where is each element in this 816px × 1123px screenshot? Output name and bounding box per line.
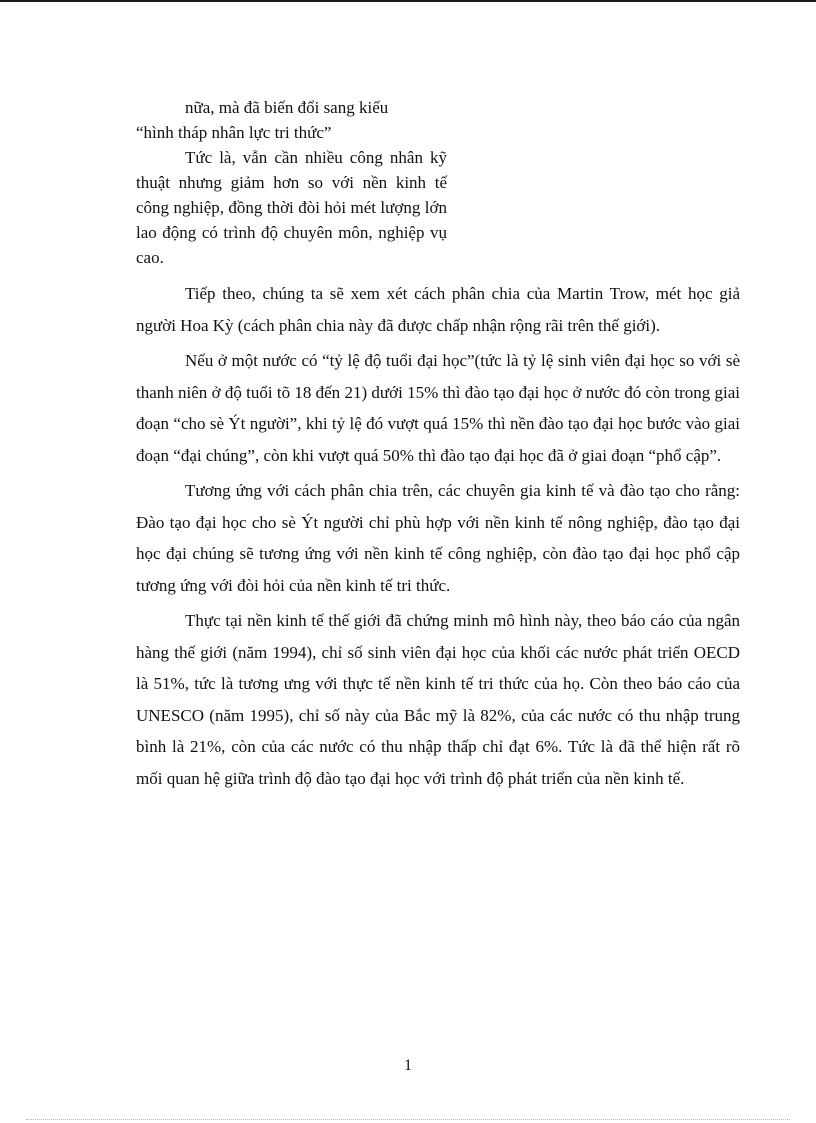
- paragraph-martin-trow: Tiếp theo, chúng ta sẽ xem xét cách phân chia của Martin Trow, mét học giả người Hoa Kỳ (cách phân chia này đã được chấp nhận rộng rãi trên thế giới).: [136, 284, 740, 335]
- narrow-text-column: [136, 95, 447, 270]
- paragraph-age-ratio: Nếu ở một nước có “tỷ lệ độ tuổi đại học”(tức là tỷ lệ sinh viên đại học so với sè thanh niên ở độ tuổi tõ 18 đến 21) dưới 15% thì đào tạo đại học ở nước đó còn trong giai đoạn “cho sè Ýt người”, khi tỷ lệ đó vượt quá 15% thì nền đào tạo đại học bước vào giai đoạn “đại chúng”, còn khi vượt quá 50% thì đào tạo đại học đã ở giai đoạn “phổ cập”.: [136, 351, 740, 465]
- bottom-dotted-line: [26, 1119, 790, 1120]
- top-border-line: [0, 0, 816, 2]
- main-body-text: [136, 278, 740, 798]
- page-number: 1: [404, 1057, 412, 1074]
- paragraph-expert-view: Tương ứng với cách phân chia trên, các chuyên gia kinh tế và đào tạo cho rằng: Đào tạo đại học cho sè Ýt người chỉ phù hợp với nền kinh tế nông nghiệp, đào tạo đại học đại chúng sẽ tương ứng với nền kinh tế công nghiệp, còn đào tạo đại học phổ cập tương ứng với đòi hỏi của nền kinh tế tri thức.: [136, 481, 740, 595]
- narrow-line-continuation: nữa, mà đã biến đổi sang kiểu: [185, 98, 389, 117]
- narrow-line-quote: “hình tháp nhân lực tri thức”: [136, 123, 332, 142]
- narrow-paragraph: Tức là, vẫn cần nhiều công nhân kỹ thuật nhưng giảm hơn so với nền kinh tế công nghiệp, đồng thời đòi hỏi mét lượng lớn lao động có trình độ chuyên môn, nghiệp vụ cao.: [136, 148, 447, 267]
- paragraph-world-economy: Thực tại nền kinh tế thế giới đã chứng minh mô hình này, theo báo cáo của ngân hàng thế giới (năm 1994), chỉ số sinh viên đại học của khối các nước phát triển OECD là 51%, tức là tương ưng với thực tế nền kinh tế tri thức của họ. Còn theo báo cáo của UNESCO (năm 1995), chỉ số này của Bắc mỹ là 82%, của các nước có thu nhập trung bình là 21%, còn của các nước có thu nhập thấp chỉ đạt 6%. Tức là đã thể hiện rất rõ mối quan hệ giữa trình độ đào tạo đại học với trình độ phát triển của nền kinh tế.: [136, 611, 740, 788]
